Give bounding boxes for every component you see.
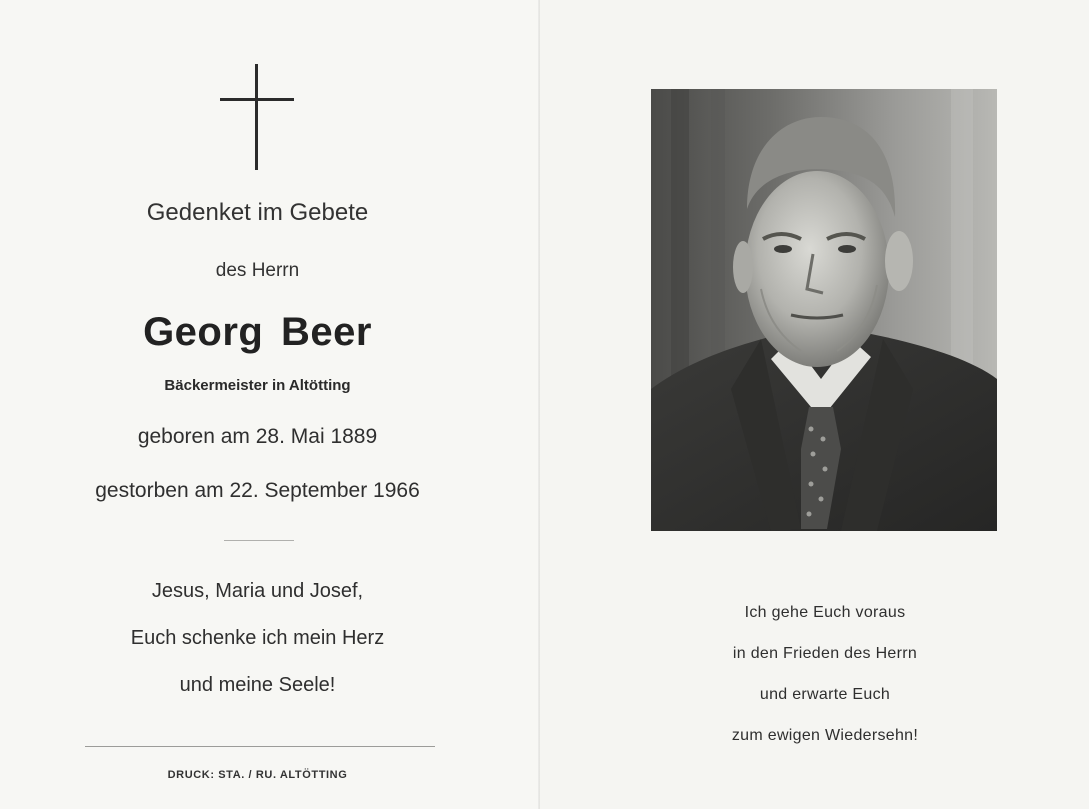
quote-line: Ich gehe Euch voraus	[744, 604, 906, 621]
footer-divider	[85, 746, 435, 747]
birth-date: geboren am 28. Mai 1889	[137, 425, 378, 448]
prayer-line: Jesus, Maria und Josef,	[151, 580, 364, 602]
prayer-block	[60, 576, 455, 717]
title-prefix: des Herrn	[215, 260, 300, 281]
quote-line: und erwarte Euch	[759, 686, 891, 703]
portrait-photo	[651, 89, 997, 531]
profession-text: Bäckermeister in Altötting	[164, 377, 351, 394]
farewell-quote	[650, 600, 1000, 764]
left-panel	[0, 0, 540, 809]
quote-line: in den Frieden des Herrn	[732, 645, 918, 662]
quote-line: zum ewigen Wiedersehn!	[731, 727, 919, 744]
prayer-line: Euch schenke ich mein Herz	[130, 627, 385, 649]
death-date: gestorben am 22. September 1966	[95, 479, 420, 502]
deceased-name: Georg Beer	[143, 310, 372, 354]
cross-icon	[220, 64, 294, 170]
short-divider	[224, 540, 294, 541]
heading-text: Gedenket im Gebete	[146, 199, 369, 226]
prayer-line: und meine Seele!	[179, 674, 336, 696]
printer-credit: DRUCK: STA. / RU. ALTÖTTING	[167, 769, 348, 781]
